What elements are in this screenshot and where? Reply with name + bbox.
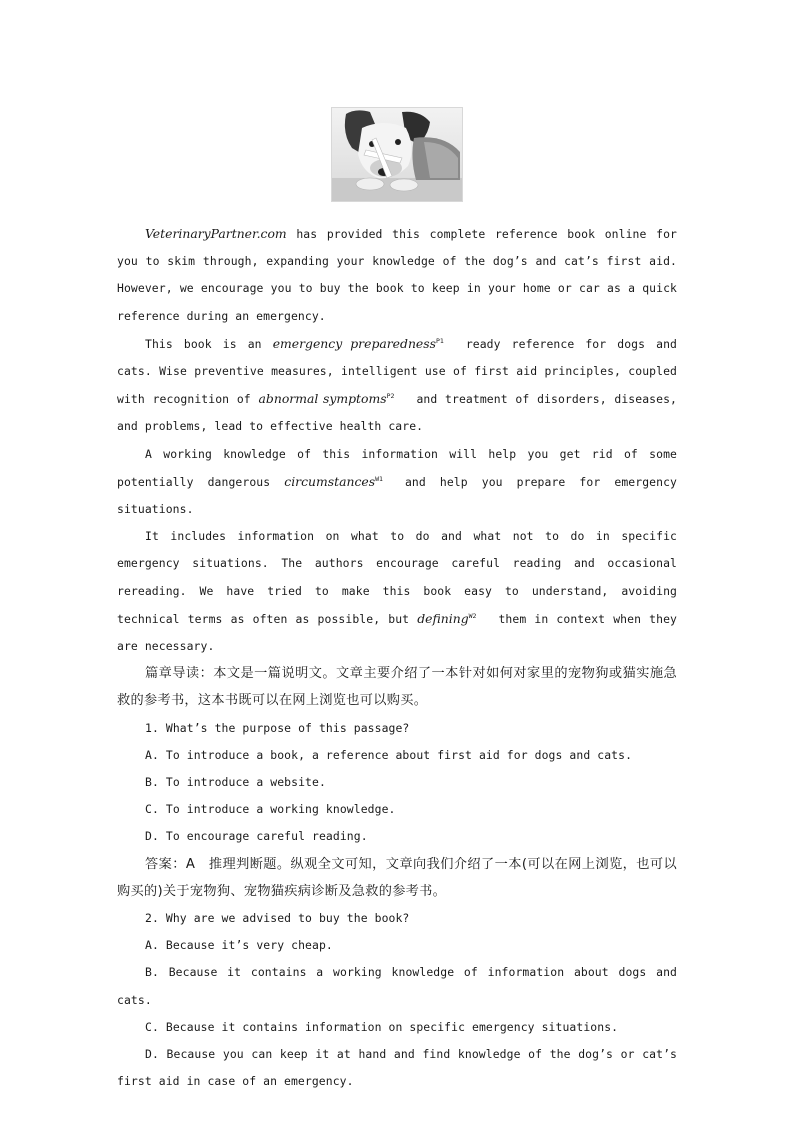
paragraph-4-text-b: them in context when they are necessary. [117, 611, 677, 654]
dog-image-icon [332, 108, 462, 201]
term-defining: defining [417, 610, 469, 626]
question-2: 2. Why are we advised to buy the book? [145, 911, 410, 926]
term-circumstances: circumstances [284, 473, 376, 489]
question-1: 1. What’s the purpose of this passage? [145, 720, 410, 735]
question-1-option-c: C. To introduce a working knowledge. [145, 802, 396, 817]
question-2-option-b: B. Because it contains a working knowledge of information about dogs and cats. [117, 965, 677, 1007]
footnote-mark-w1: W1 [375, 474, 383, 483]
passage-paragraph-3 [117, 441, 677, 524]
passage-paragraph-1 [117, 220, 677, 330]
question-2-option-c: C. Because it contains information on specific emergency situations. [145, 1019, 619, 1034]
question-1-answer: 答案：A 推理判断题。纵观全文可知，文章向我们介绍了一本(可以在网上浏览，也可以购买的)关于宠物狗、宠物猫疾病诊断及急救的参考书。 [117, 856, 677, 899]
footnote-mark-p1: P1 [435, 336, 444, 345]
paragraph-2-text-b: ready reference for dogs and cats. Wise preventive measures, intelligent use of first aid principles, coupled with recognition of [117, 336, 677, 407]
question-2-option-a: A. Because it’s very cheap. [145, 938, 333, 953]
paragraph-1-text: has provided this complete reference book online for you to skim through, expanding your knowledge of the dog’s and cat’s first aid. However, we encourage you to buy the book to keep in your home or car as a quick reference during an emergency. [117, 227, 677, 323]
site-name: VeterinaryPartner.com [145, 226, 287, 241]
paragraph-2-text-a: This book is an [145, 336, 273, 351]
term-emergency-preparedness: emergency preparedness [272, 335, 436, 351]
passage-guide: 篇章导读：本文是一篇说明文。文章主要介绍了一本针对如何对家里的宠物狗或猫实施急救的参考书，这本书既可以在网上浏览也可以购买。 [117, 666, 677, 709]
passage-paragraph-4 [117, 523, 677, 660]
question-1-option-d: D. To encourage careful reading. [145, 829, 368, 844]
passage-paragraph-2 [117, 330, 677, 441]
footnote-mark-w2: W2 [468, 611, 477, 620]
question-1-option-b: B. To introduce a website. [145, 775, 326, 790]
footnote-mark-p2: P2 [386, 392, 395, 401]
paragraph-2-text-c: and treatment of disorders, diseases, and problems, lead to effective health care. [117, 392, 678, 434]
paragraph-4-text-a: It includes information on what to do and what not to do in specific emergency situations. The authors encourage careful reading and occasional rereading. We have tried to make this book easy to understand, avoiding technical terms as often as possible, but [117, 529, 677, 626]
dog-photo [331, 107, 463, 202]
question-2-option-d: D. Because you can keep it at hand and find knowledge of the dog’s or cat’s first aid in case of an emergency. [117, 1047, 677, 1089]
term-abnormal-symptoms: abnormal symptoms [258, 391, 387, 407]
question-1-option-a: A. To introduce a book, a reference about first aid for dogs and cats. [145, 747, 633, 762]
paragraph-3-text-a: A working knowledge of this information will help you get rid of some potentially dangerous [117, 446, 677, 489]
document-page [117, 107, 677, 1096]
paragraph-3-text-b: and help you prepare for emergency situations. [117, 474, 677, 517]
